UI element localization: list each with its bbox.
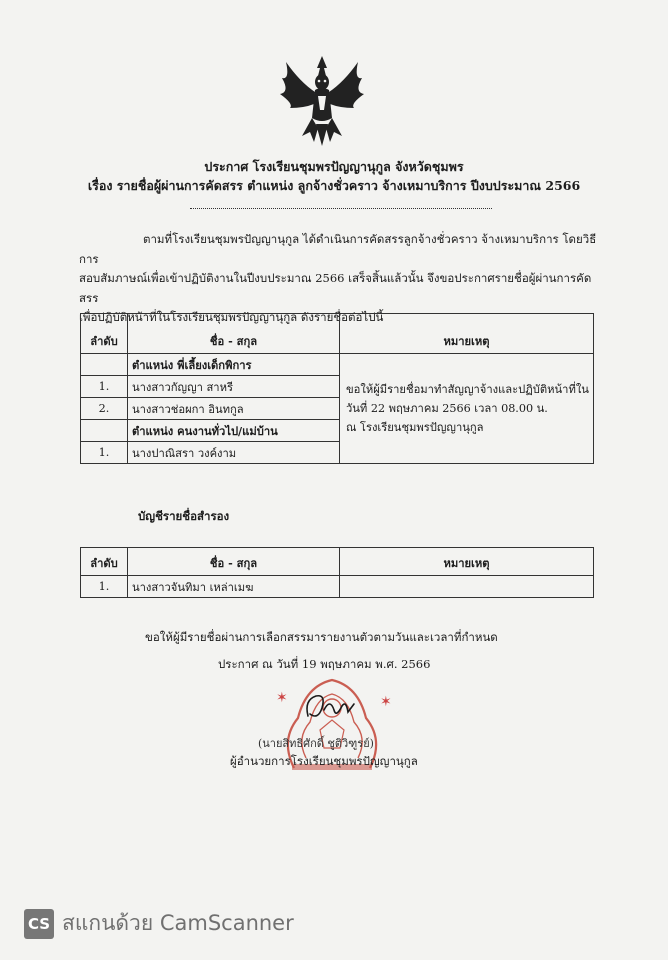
row-order: 2. — [81, 398, 128, 420]
seal-star-icon: ✶ — [380, 694, 392, 710]
signature-icon — [300, 686, 360, 730]
row-name: นางปาณิสรา วงค์งาม — [128, 442, 340, 464]
header-name: ชื่อ - สกุล — [128, 314, 340, 354]
row-order: 1. — [81, 376, 128, 398]
camscanner-logo-icon: CS — [24, 909, 54, 939]
intro-line-3: เพื่อปฏิบัติหน้าที่ในโรงเรียนชุมพรปัญญานุกูล ดังรายชื่อต่อไปนี้ — [79, 310, 384, 324]
remark-cell — [340, 354, 594, 464]
garuda-emblem-icon — [272, 52, 372, 148]
remark-line-2: วันที่ 22 พฤษภาคม 2566 เวลา 08.00 น. — [346, 402, 548, 415]
signer-position: ผู้อำนวยการโรงเรียนชุมพรปัญญานุกูล — [230, 754, 418, 768]
row-order: 1. — [81, 576, 128, 598]
announcement-title: ประกาศ โรงเรียนชุมพรปัญญานุกูล จังหวัดชุมพร — [204, 159, 464, 174]
table-header-row — [81, 548, 594, 576]
dotted-divider — [190, 208, 492, 209]
announcement-date: ประกาศ ณ วันที่ 19 พฤษภาคม พ.ศ. 2566 — [218, 657, 431, 671]
camscanner-text: สแกนด้วย CamScanner — [62, 911, 294, 935]
header-order: ลำดับ — [81, 548, 128, 576]
report-instruction: ขอให้ผู้มีรายชื่อผ่านการเลือกสรรมารายงานตัวตามวันและเวลาที่กำหนด — [145, 630, 498, 644]
table-row — [81, 576, 594, 598]
remark-line-3: ณ โรงเรียนชุมพรปัญญานุกูล — [346, 421, 484, 434]
seal-star-icon: ✶ — [276, 690, 288, 706]
reserve-candidates-table — [80, 547, 594, 598]
header-name: ชื่อ - สกุล — [128, 548, 340, 576]
intro-line-2: สอบสัมภาษณ์เพื่อเข้าปฏิบัติงานในปีงบประมาณ 2566 เสร็จสิ้นแล้วนั้น จึงขอประกาศรายชื่อผู้ผ่านการคัดสรร — [79, 271, 592, 305]
table-header-row — [81, 314, 594, 354]
section-row — [81, 354, 594, 376]
reserve-list-title: บัญชีรายชื่อสำรอง — [138, 509, 230, 523]
row-name: นางสาวจันทิมา เหล่าเมฆ — [128, 576, 340, 598]
signer-name: (นายสิทธิศักดิ์ ชูติวิฑูรย์) — [258, 737, 374, 750]
remark-line-1: ขอให้ผู้มีรายชื่อมาทำสัญญาจ้างและปฏิบัติหน้าที่ใน — [346, 383, 589, 396]
intro-line-1: ตามที่โรงเรียนชุมพรปัญญานุกูล ได้ดำเนินการคัดสรรลูกจ้างชั่วคราว จ้างเหมาบริการ โดยวิธีการ — [79, 232, 597, 266]
header-remark: หมายเหตุ — [340, 314, 594, 354]
row-name: นางสาวกัญญา สาหรี — [128, 376, 340, 398]
row-remark — [340, 576, 594, 598]
camscanner-watermark — [24, 907, 294, 940]
section-title-janitor: ตำแหน่ง คนงานทั่วไป/แม่บ้าน — [128, 420, 340, 442]
row-name: นางสาวช่อผกา อินทกูล — [128, 398, 340, 420]
selected-candidates-table — [80, 313, 594, 464]
section-title-childcare: ตำแหน่ง พี่เลี้ยงเด็กพิการ — [128, 354, 340, 376]
row-order: 1. — [81, 442, 128, 464]
header-remark: หมายเหตุ — [340, 548, 594, 576]
header-order: ลำดับ — [81, 314, 128, 354]
announcement-subject: เรื่อง รายชื่อผู้ผ่านการคัดสรร ตำแหน่ง ลูกจ้างชั่วคราว จ้างเหมาบริการ ปีงบประมาณ 2566 — [87, 178, 581, 193]
